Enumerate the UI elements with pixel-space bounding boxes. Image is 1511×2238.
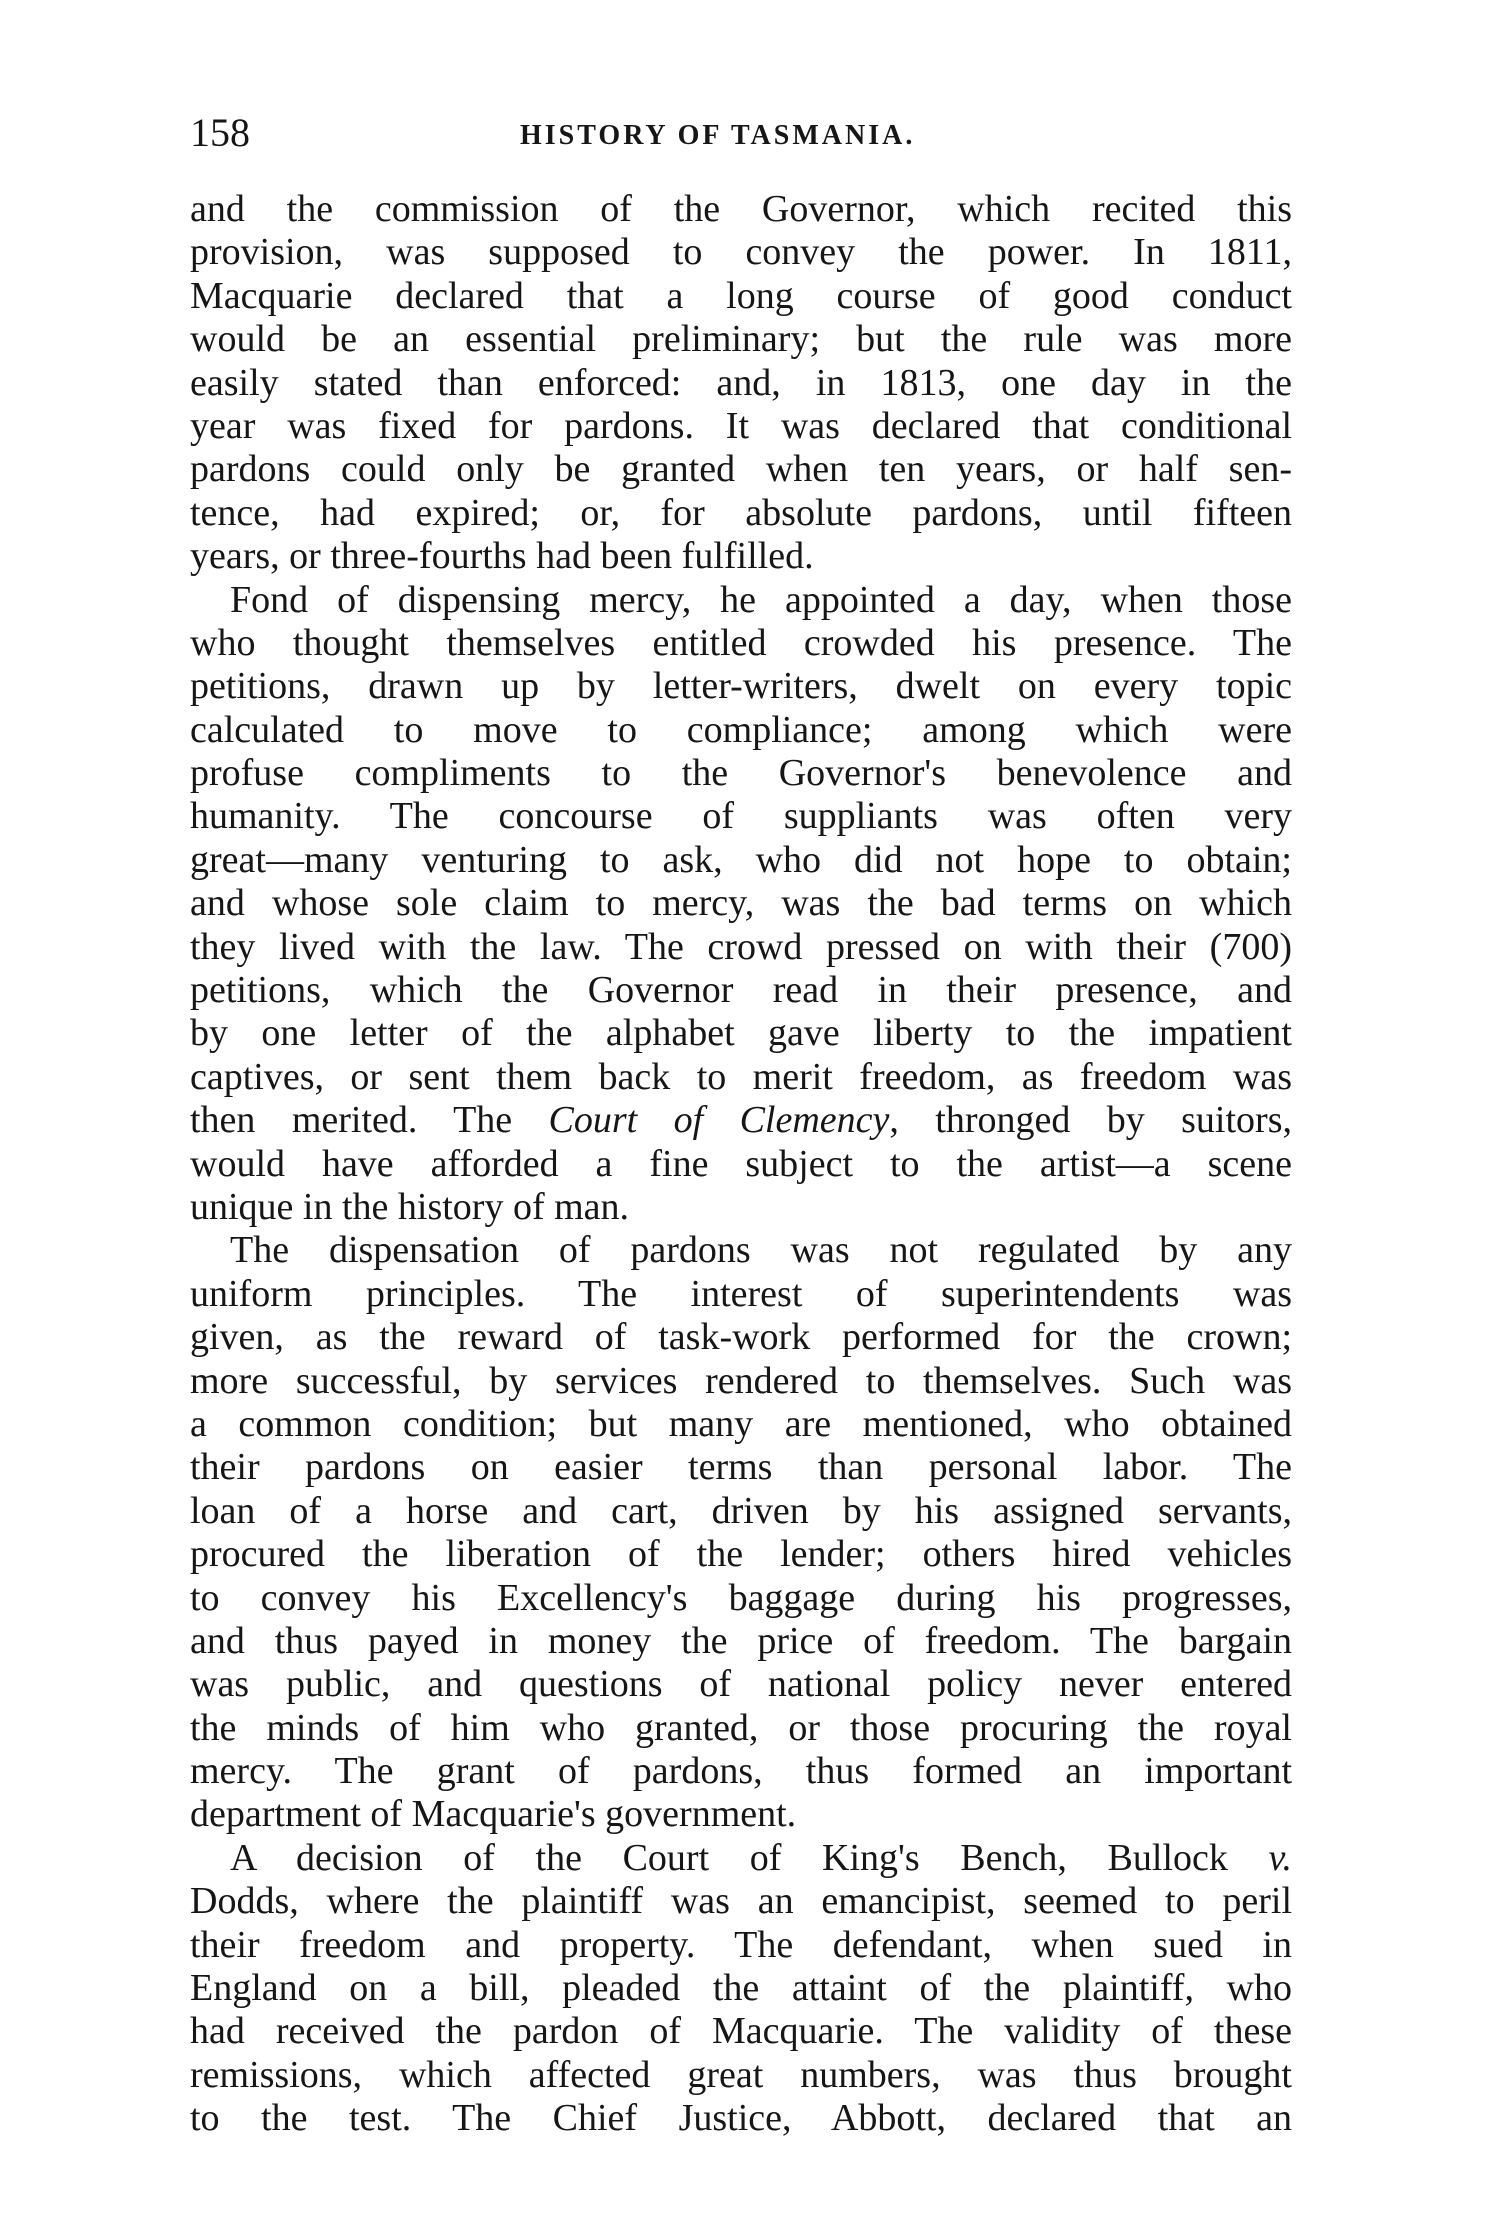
- text-line: petitions, drawn up by letter-writers, dwelt on every topic: [190, 665, 1292, 708]
- text-line: year was fixed for pardons. It was declared that conditional: [190, 404, 1292, 447]
- text-line: easily stated than enforced: and, in 1813, one day in the: [190, 361, 1292, 404]
- italic-phrase: Court of Clemency: [548, 1099, 890, 1142]
- text-line: the minds of him who granted, or those procuring the royal: [190, 1706, 1292, 1749]
- text-line: their pardons on easier terms than personal labor. The: [190, 1446, 1292, 1489]
- text-line: provision, was supposed to convey the power. In 1811,: [190, 231, 1292, 274]
- text-line: England on a bill, pleaded the attaint of the plaintiff, who: [190, 1967, 1292, 2010]
- text-line: captives, or sent them back to merit freedom, as freedom was: [190, 1055, 1292, 1098]
- text-line: and whose sole claim to mercy, was the bad terms on which: [190, 882, 1292, 925]
- text-line: Dodds, where the plaintiff was an emancipist, seemed to peril: [190, 1880, 1292, 1923]
- text-line: calculated to move to compliance; among which were: [190, 708, 1292, 751]
- paragraph-start-line: The dispensation of pardons was not regulated by any: [230, 1229, 1292, 1272]
- text-line: humanity. The concourse of suppliants was often very: [190, 795, 1292, 838]
- text-line: they lived with the law. The crowd pressed on with their (700): [190, 925, 1292, 968]
- italic-versus: v.: [1268, 1836, 1292, 1879]
- body-text: [190, 188, 1292, 2141]
- text-line: to convey his Excellency's baggage during his progresses,: [190, 1576, 1292, 1619]
- text-line: pardons could only be granted when ten years, or half sen-: [190, 448, 1292, 491]
- text-line: had received the pardon of Macquarie. The validity of these: [190, 2010, 1292, 2053]
- text-line: uniform principles. The interest of superintendents was: [190, 1272, 1292, 1315]
- page-number: 158: [190, 110, 250, 155]
- paragraph-start-line: A decision of the Court of King's Bench, Bullock v.: [230, 1836, 1292, 1879]
- text-line: a common condition; but many are mentioned, who obtained: [190, 1402, 1292, 1445]
- running-head: HISTORY OF TASMANIA.: [520, 120, 916, 151]
- text-line: more successful, by services rendered to themselves. Such was: [190, 1359, 1292, 1402]
- text-line: by one letter of the alphabet gave liberty to the impatient: [190, 1012, 1292, 1055]
- text-line: remissions, which affected great numbers, was thus brought: [190, 2053, 1292, 2096]
- paragraph-start-line: Fond of dispensing mercy, he appointed a day, when those: [230, 578, 1292, 621]
- text-line: would be an essential preliminary; but the rule was more: [190, 318, 1292, 361]
- text-line: tence, had expired; or, for absolute pardons, until fifteen: [190, 491, 1292, 534]
- text-line: great—many venturing to ask, who did not hope to obtain;: [190, 838, 1292, 881]
- text-line: unique in the history of man.: [190, 1185, 630, 1228]
- text-line: who thought themselves entitled crowded his presence. The: [190, 621, 1292, 664]
- text-line: procured the liberation of the lender; others hired vehicles: [190, 1533, 1292, 1576]
- text-line: to the test. The Chief Justice, Abbott, declared that an: [190, 2097, 1292, 2140]
- text-line: would have afforded a fine subject to the artist—a scene: [190, 1142, 1292, 1185]
- text-line: their freedom and property. The defendant, when sued in: [190, 1923, 1292, 1966]
- text-line: Macquarie declared that a long course of good conduct: [190, 274, 1292, 317]
- text-line: department of Macquarie's government.: [190, 1793, 797, 1836]
- text-line: petitions, which the Governor read in their presence, and: [190, 969, 1292, 1012]
- text-line: was public, and questions of national policy never entered: [190, 1663, 1292, 1706]
- text-line: given, as the reward of task-work performed for the crown;: [190, 1316, 1292, 1359]
- page-header: [190, 108, 1290, 158]
- text-line: and the commission of the Governor, which recited this: [190, 188, 1292, 230]
- text-line: years, or three-fourths had been fulfilled.: [190, 535, 814, 578]
- text-line: mercy. The grant of pardons, thus formed an important: [190, 1750, 1292, 1793]
- text-line: then merited. The Court of Clemency, thronged by suitors,: [190, 1099, 1292, 1142]
- text-line: loan of a horse and cart, driven by his assigned servants,: [190, 1489, 1292, 1532]
- text-line: and thus payed in money the price of freedom. The bargain: [190, 1619, 1292, 1662]
- text-line: profuse compliments to the Governor's benevolence and: [190, 752, 1292, 795]
